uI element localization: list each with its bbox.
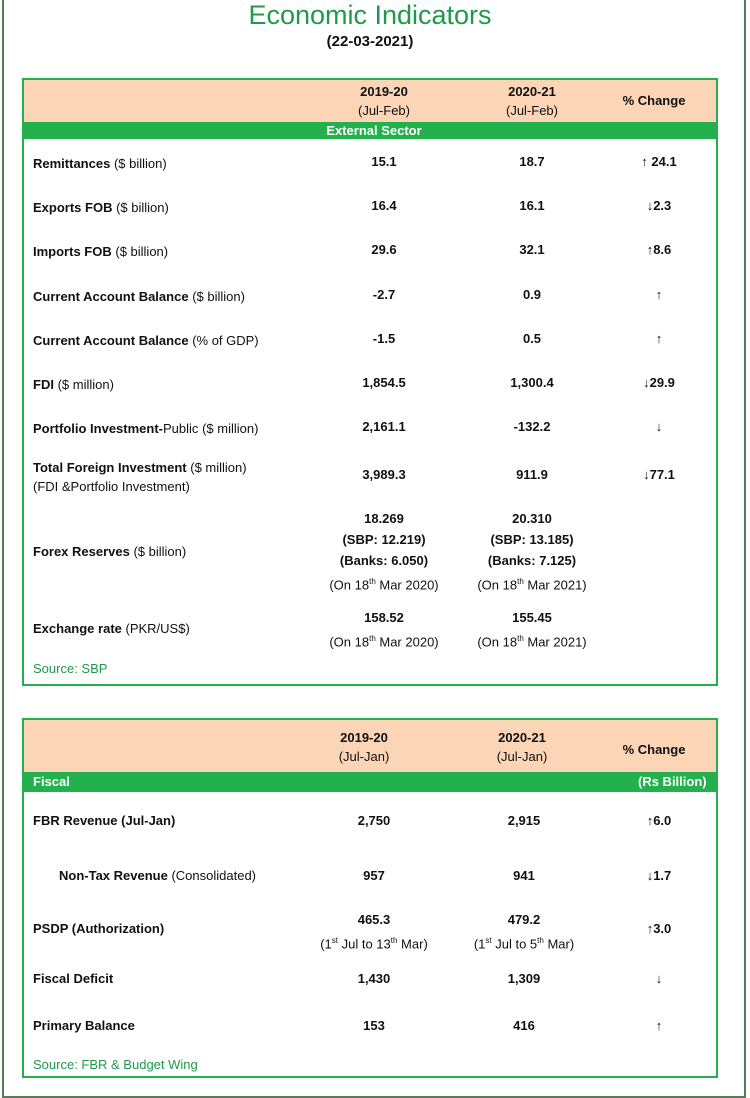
row-unit: (Consolidated) — [171, 868, 257, 883]
external-sector-table — [22, 78, 718, 686]
date-note: Mar 2021) — [523, 634, 587, 650]
exchange-value: 158.52 — [364, 610, 404, 625]
percent-change: 3.0 — [653, 921, 672, 936]
column-2020-21 — [462, 82, 602, 120]
row-label: Current Account Balance — [33, 333, 189, 348]
value-2019-20: 2,750 — [357, 813, 391, 828]
row-unit: (% of GDP) — [192, 333, 259, 348]
value-2019-20: 2,161.1 — [362, 419, 406, 434]
col-year: 2020-21 — [498, 730, 546, 745]
psdp-value: 479.2 — [507, 912, 541, 927]
row-unit: ($ million) — [57, 377, 114, 392]
date-note: (On 18 — [477, 577, 518, 593]
forex-banks: (Banks: 7.125) — [487, 553, 577, 568]
table-row-psdp — [24, 909, 716, 953]
psdp-2020-21 — [434, 909, 614, 954]
value-2019-20: 29.6 — [371, 242, 397, 257]
value-2020-21: 1,309 — [507, 971, 541, 986]
unit-label: (Rs Billion) — [638, 774, 707, 789]
date-note: Jul to 5 — [491, 936, 538, 952]
row-label: Portfolio Investment- — [33, 421, 164, 436]
row-label: Total Foreign Investment — [33, 460, 187, 475]
table-header — [24, 80, 716, 122]
date-sup: th — [369, 577, 376, 586]
date-note: (On 18 — [329, 577, 370, 593]
forex-2020-21 — [442, 508, 622, 595]
value-2020-21: 16.1 — [519, 198, 545, 213]
col-year: 2019-20 — [340, 730, 388, 745]
date-note: Mar) — [397, 936, 428, 952]
row-label: Remittances — [33, 156, 111, 171]
value-2019-20: -2.7 — [372, 287, 396, 302]
row-label: FDI — [33, 377, 54, 392]
percent-change: 1.7 — [653, 868, 672, 883]
col-period: (Jul-Jan) — [496, 749, 548, 764]
percent-change: 6.0 — [653, 813, 672, 828]
col-year: 2020-21 — [508, 84, 556, 99]
row-unit: (PKR/US$) — [125, 621, 190, 636]
row-label: Fiscal Deficit — [33, 971, 114, 986]
row-unit: ($ billion) — [133, 544, 187, 559]
source-note: Source: SBP — [33, 661, 108, 676]
value-2020-21: 32.1 — [519, 242, 545, 257]
date-note: Mar 2021) — [523, 577, 587, 593]
percent-change: 77.1 — [649, 467, 675, 482]
down-arrow-icon: ↓ — [655, 971, 663, 986]
value-2020-21: -132.2 — [513, 419, 551, 434]
report-date: (22-03-2021) — [326, 33, 414, 50]
row-label: Non-Tax Revenue — [59, 868, 168, 883]
row-label: Imports FOB — [33, 244, 112, 259]
exchange-2020-21 — [442, 607, 622, 652]
forex-value: 18.269 — [364, 511, 404, 526]
page-title: Economic Indicators — [248, 0, 492, 30]
row-label: Exports FOB — [33, 200, 113, 215]
source-note: Source: FBR & Budget Wing — [33, 1057, 198, 1072]
value-2020-21: 941 — [513, 868, 535, 883]
value-2020-21: 911.9 — [516, 467, 548, 482]
psdp-value: 465.3 — [357, 912, 391, 927]
forex-value: 20.310 — [512, 511, 552, 526]
date-sup: th — [517, 577, 524, 586]
row-label: Forex Reserves — [33, 544, 130, 559]
date-sup: st — [485, 936, 492, 945]
row-label: FBR Revenue (Jul-Jan) — [33, 813, 176, 828]
row-label: Current Account Balance — [33, 289, 189, 304]
table-row-exchange-rate — [24, 607, 716, 651]
row-unit: ($ billion) — [113, 156, 167, 171]
date-note: (On 18 — [477, 634, 518, 650]
up-arrow-icon: ↑ — [641, 154, 648, 169]
value-2019-20: 1,854.5 — [362, 375, 406, 390]
up-arrow-icon: ↑ — [655, 1018, 663, 1033]
section-band — [24, 122, 716, 139]
up-arrow-icon: ↑ — [655, 331, 663, 346]
up-arrow-icon: ↑ — [646, 813, 654, 828]
table-header — [24, 720, 716, 772]
up-arrow-icon: ↑ — [646, 242, 654, 257]
date-sup: th — [517, 634, 524, 643]
exchange-value: 155.45 — [512, 610, 552, 625]
date-note: (On 18 — [329, 634, 370, 650]
down-arrow-icon: ↓ — [646, 198, 654, 213]
row-unit: ($ million) — [190, 460, 247, 475]
value-2019-20: 3,989.3 — [362, 467, 406, 482]
value-2020-21: 0.5 — [522, 331, 542, 346]
col-period: (Jul-Jan) — [338, 749, 390, 764]
value-2020-21: 18.7 — [519, 154, 545, 169]
row-unit: ($ billion) — [116, 200, 169, 215]
forex-sbp: (SBP: 12.219) — [342, 532, 426, 547]
percent-change: 24.1 — [647, 154, 677, 169]
down-arrow-icon: ↓ — [655, 419, 663, 434]
row-label-suffix: Public — [163, 421, 199, 436]
up-arrow-icon: ↑ — [655, 287, 663, 302]
date-sup: st — [331, 936, 338, 945]
value-2019-20: -1.5 — [372, 331, 396, 346]
date-note: Mar 2020) — [375, 577, 439, 593]
value-2019-20: 15.1 — [371, 154, 397, 169]
table-row-forex — [24, 508, 716, 598]
down-arrow-icon: ↓ — [646, 868, 654, 883]
row-sublabel: (FDI &Portfolio Investment) — [33, 479, 190, 494]
date-sup: th — [537, 936, 544, 945]
date-sup: th — [369, 634, 376, 643]
value-2019-20: 1,430 — [357, 971, 391, 986]
value-2020-21: 0.9 — [522, 287, 542, 302]
percent-change: 29.9 — [649, 375, 675, 390]
row-unit: ($ billion) — [192, 289, 245, 304]
percent-change: 2.3 — [653, 198, 672, 213]
value-2020-21: 416 — [513, 1018, 535, 1033]
row-unit: ($ million) — [202, 421, 259, 436]
date-note: Mar) — [543, 936, 575, 952]
date-note: (1 — [473, 936, 486, 952]
value-2020-21: 1,300.4 — [510, 375, 554, 390]
row-label: PSDP (Authorization) — [33, 921, 165, 936]
date-note: Mar 2020) — [375, 634, 439, 650]
date-note: Jul to 13 — [338, 936, 391, 952]
section-band — [24, 772, 716, 792]
forex-sbp: (SBP: 13.185) — [490, 532, 574, 547]
fiscal-table — [22, 718, 718, 1078]
value-2019-20: 16.4 — [371, 198, 397, 213]
value-2019-20: 153 — [363, 1018, 385, 1033]
date-sup: th — [390, 936, 398, 945]
row-label: Exchange rate — [33, 621, 122, 636]
column-2020-21 — [452, 728, 592, 766]
date-note: (1 — [320, 936, 332, 952]
percent-change: 8.6 — [653, 242, 672, 257]
down-arrow-icon: ↓ — [643, 467, 650, 482]
down-arrow-icon: ↓ — [643, 375, 650, 390]
value-2019-20: 957 — [363, 868, 385, 883]
section-title: External Sector — [326, 123, 422, 138]
percent-change-header: % Change — [622, 93, 686, 108]
column-2019-20 — [314, 82, 454, 120]
section-title: Fiscal — [33, 774, 70, 789]
value-2020-21: 2,915 — [507, 813, 541, 828]
row-unit: ($ billion) — [115, 244, 169, 259]
col-period: (Jul-Feb) — [357, 103, 410, 118]
percent-change-header: % Change — [622, 742, 686, 757]
row-label: Primary Balance — [33, 1018, 135, 1033]
column-2019-20 — [294, 728, 434, 766]
col-year: 2019-20 — [360, 84, 408, 99]
up-arrow-icon: ↑ — [646, 921, 654, 936]
col-period: (Jul-Feb) — [505, 103, 558, 118]
forex-banks: (Banks: 6.050) — [339, 553, 429, 568]
